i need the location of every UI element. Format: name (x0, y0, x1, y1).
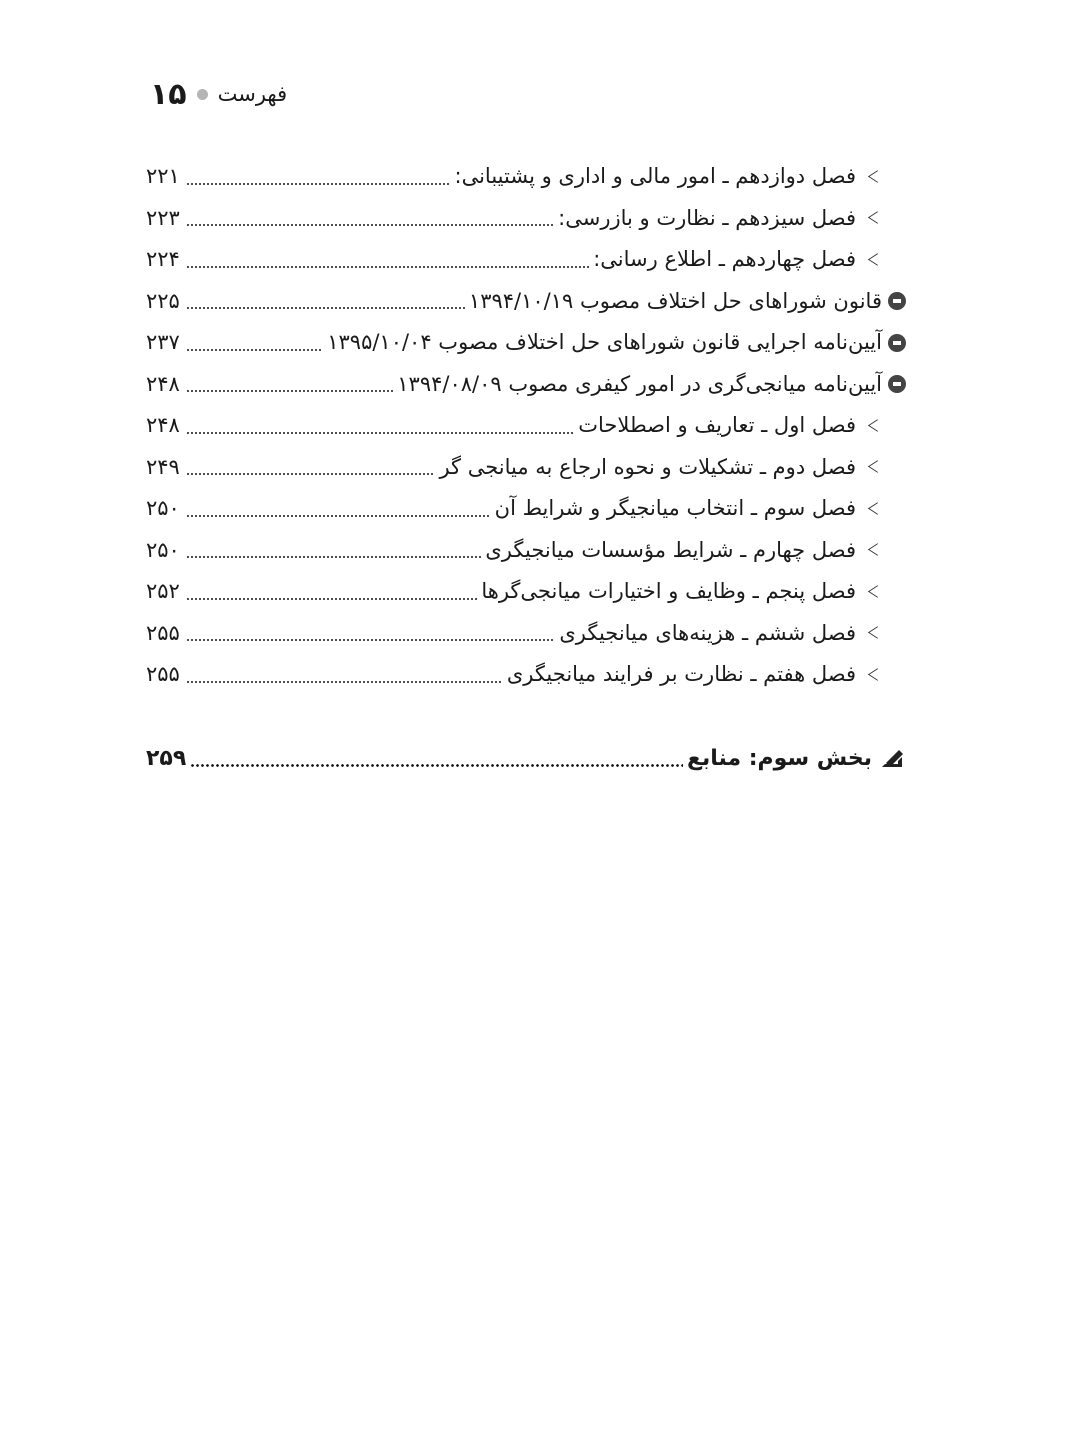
toc-entry-page-number: ۲۴۹ (146, 454, 180, 479)
chevron-icon (866, 169, 882, 185)
toc-entry[interactable] (146, 156, 906, 198)
toc-entry-label: فصل سیزدهم ـ نظارت و بازرسی: (558, 205, 856, 230)
toc-entry-label: فصل چهاردهم ـ اطلاع رسانی: (593, 247, 856, 272)
toc-entry[interactable] (146, 198, 906, 240)
toc-entry-page-number: ۲۵۵ (146, 662, 180, 687)
pencil-book-icon (880, 747, 906, 769)
chevron-icon (866, 625, 882, 641)
dot-leader (186, 473, 435, 475)
toc-entry-page-number: ۲۴۸ (146, 413, 180, 438)
chevron-icon (866, 584, 882, 600)
page-header (150, 74, 287, 114)
toc-entry-page-number: ۲۲۵ (146, 288, 180, 313)
dot-leader (186, 224, 554, 226)
toc-entry-page-number: ۲۵۰ (146, 537, 180, 562)
chevron-icon (866, 418, 882, 434)
toc-entry-label: فصل ششم ـ هزینه‌های میانجیگری (559, 620, 856, 645)
dot-leader (186, 598, 477, 600)
dot-separator-icon (197, 89, 208, 100)
dot-leader (186, 556, 481, 558)
dot-leader (186, 266, 589, 268)
dot-leader (186, 681, 503, 683)
toc-entry-label: آیین‌نامه اجرایی قانون شوراهای حل اختلاف مصوب ۱۳۹۵/۱۰/۰۴ (327, 330, 882, 355)
circle-bullet-icon (888, 375, 906, 393)
toc-entry-label: فصل چهارم ـ شرایط مؤسسات میانجیگری (485, 537, 856, 562)
dot-leader (186, 639, 555, 641)
toc-entry-label: فصل دوازدهم ـ امور مالی و اداری و پشتیبانی: (454, 164, 856, 189)
toc-entry-page-number: ۲۵۵ (146, 620, 180, 645)
chevron-icon (866, 542, 882, 558)
toc-entry-page-number: ۲۵۲ (146, 579, 180, 604)
toc-entry[interactable] (146, 364, 906, 406)
chevron-icon (866, 252, 882, 268)
table-of-contents (146, 156, 906, 696)
page-number: ۱۵ (150, 76, 187, 112)
toc-entry-label: فصل اول ـ تعاریف و اصطلاحات (578, 413, 856, 438)
toc-entry-label: فصل سوم ـ انتخاب میانجیگر و شرایط آن (494, 496, 856, 521)
circle-bullet-icon (888, 292, 906, 310)
chevron-icon (866, 501, 882, 517)
toc-entry-page-number: ۲۲۳ (146, 205, 180, 230)
toc-entry[interactable] (146, 239, 906, 281)
dot-leader (186, 515, 491, 517)
toc-entry[interactable] (146, 447, 906, 489)
dot-leader (186, 307, 465, 309)
toc-entry-label: فصل هفتم ـ نظارت بر فرایند میانجیگری (506, 662, 856, 687)
toc-entry[interactable] (146, 530, 906, 572)
toc-entry-page-number: ۲۲۱ (146, 164, 180, 189)
toc-entry-label: آیین‌نامه میانجی‌گری در امور کیفری مصوب ۱۳۹۴/۰۸/۰۹ (397, 371, 882, 396)
toc-entry[interactable] (146, 654, 906, 696)
toc-entry[interactable] (146, 322, 906, 364)
circle-bullet-icon (888, 334, 906, 352)
toc-entry-page-number: ۲۴۸ (146, 371, 180, 396)
toc-entry-page-number: ۲۲۴ (146, 247, 180, 272)
dot-leader (190, 764, 683, 767)
toc-entry[interactable] (146, 488, 906, 530)
toc-entry-label: فصل پنجم ـ وظایف و اختیارات میانجی‌گرها (481, 579, 856, 604)
toc-entry-page-number: ۲۳۷ (146, 330, 180, 355)
toc-entry[interactable] (146, 281, 906, 323)
chevron-icon (866, 459, 882, 475)
chevron-icon (866, 210, 882, 226)
toc-entry-page-number: ۲۵۰ (146, 496, 180, 521)
toc-entry[interactable] (146, 405, 906, 447)
dot-leader (186, 432, 574, 434)
toc-section-entry[interactable] (146, 738, 906, 778)
dot-leader (186, 349, 323, 351)
header-title: فهرست (217, 82, 288, 106)
section-page-number: ۲۵۹ (146, 745, 187, 771)
toc-entry[interactable] (146, 571, 906, 613)
section-label: بخش سوم: منابع (686, 745, 872, 771)
toc-entry-label: فصل دوم ـ تشکیلات و نحوه ارجاع به میانجی گر (439, 454, 856, 479)
dot-leader (186, 183, 451, 185)
toc-entry-label: قانون شوراهای حل اختلاف مصوب ۱۳۹۴/۱۰/۱۹ (468, 288, 882, 313)
toc-entry[interactable] (146, 613, 906, 655)
dot-leader (186, 390, 393, 392)
chevron-icon (866, 667, 882, 683)
